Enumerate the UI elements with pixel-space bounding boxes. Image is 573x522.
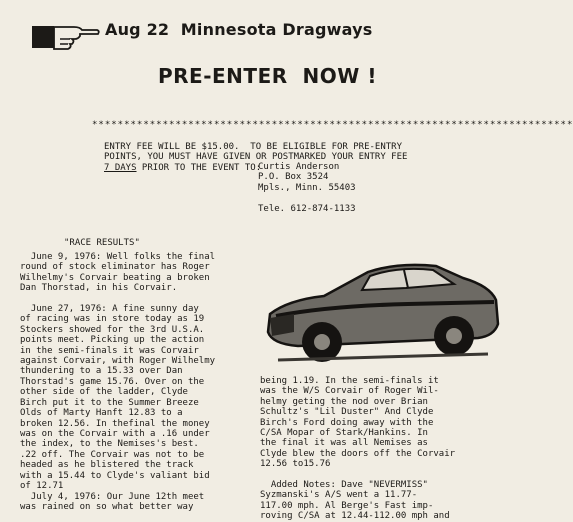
entry-line-1: ENTRY FEE WILL BE $15.00. TO BE ELIGIBLE FOR PRE-ENTRY — [104, 142, 403, 152]
contact-box: P.O. Box 3524 — [258, 172, 329, 183]
entry-days: 7 DAYS — [104, 162, 137, 173]
star-divider: *************************************************************************** — [92, 120, 573, 130]
contact-name: Curtis Anderson — [258, 162, 340, 172]
results-column-left-continued: July 4, 1976: Our June 12th meet was rained on so what better way — [20, 492, 205, 513]
entry-line-3: PRIOR TO THE EVENT TO: — [136, 162, 262, 173]
contact-block — [258, 162, 356, 214]
contact-city: Mpls., Minn. 55403 — [258, 182, 356, 193]
contact-phone: Tele. 612-874-1133 — [258, 203, 356, 214]
race-car-photo — [258, 244, 508, 374]
results-column-right: being 1.19. In the semi-finals it was the W/S Corvair of Roger Wil- helmy geting the nod over Brian Schultz's "Lil Duster" And Clyde Birch's Ford doing away with the C/SA Mopar of Stark/Hankins. In the final it was all Nemises as Clyde blew the doors off the Corvair 12.56 to15.76 Added Notes: Dave "NEVERMISS" Syzmanski's A/S went a 11.77- 117.00 mph. Al Berge's Fast imp- roving C/SA at 12.44-112.00 mph and — [260, 376, 456, 522]
event-heading: Aug 22 Minnesota Dragways — [105, 20, 373, 39]
pointing-hand-icon — [30, 18, 100, 56]
entry-line-2: POINTS, YOU MUST HAVE GIVEN OR POSTMARKED YOUR ENTRY FEE — [104, 152, 408, 163]
headline: PRE-ENTER NOW ! — [158, 64, 377, 88]
results-column-left: June 9, 1976: Well folks the final round of stock eliminator has Roger Wilhelmy's Corvair beating a broken Dan Thorstad, in his Corvair. June 27, 1976: A fine sunny day of racing was in store today as 19 Stockers showed for the 3rd U.S.A. points meet. Picking up the action in the semi-finals it was Corvair against Corvair, with Roger Wilhelmy thundering to a 15.33 over Dan Thorstad's game 15.76. Over on the other side of the ladder, Clyde Birch put it to the Summer Breeze Olds of Marty Hanft 12.83 to a broken 12.56. In thefinal the money was on the Corvair with a .16 under the index, to the Nemises's best. .22 off. The Corvair was not to be headed as he blistered the track with a 15.44 to Clyde's valiant bid of 12.71 — [20, 252, 216, 491]
results-title: "RACE RESULTS" — [64, 238, 140, 248]
